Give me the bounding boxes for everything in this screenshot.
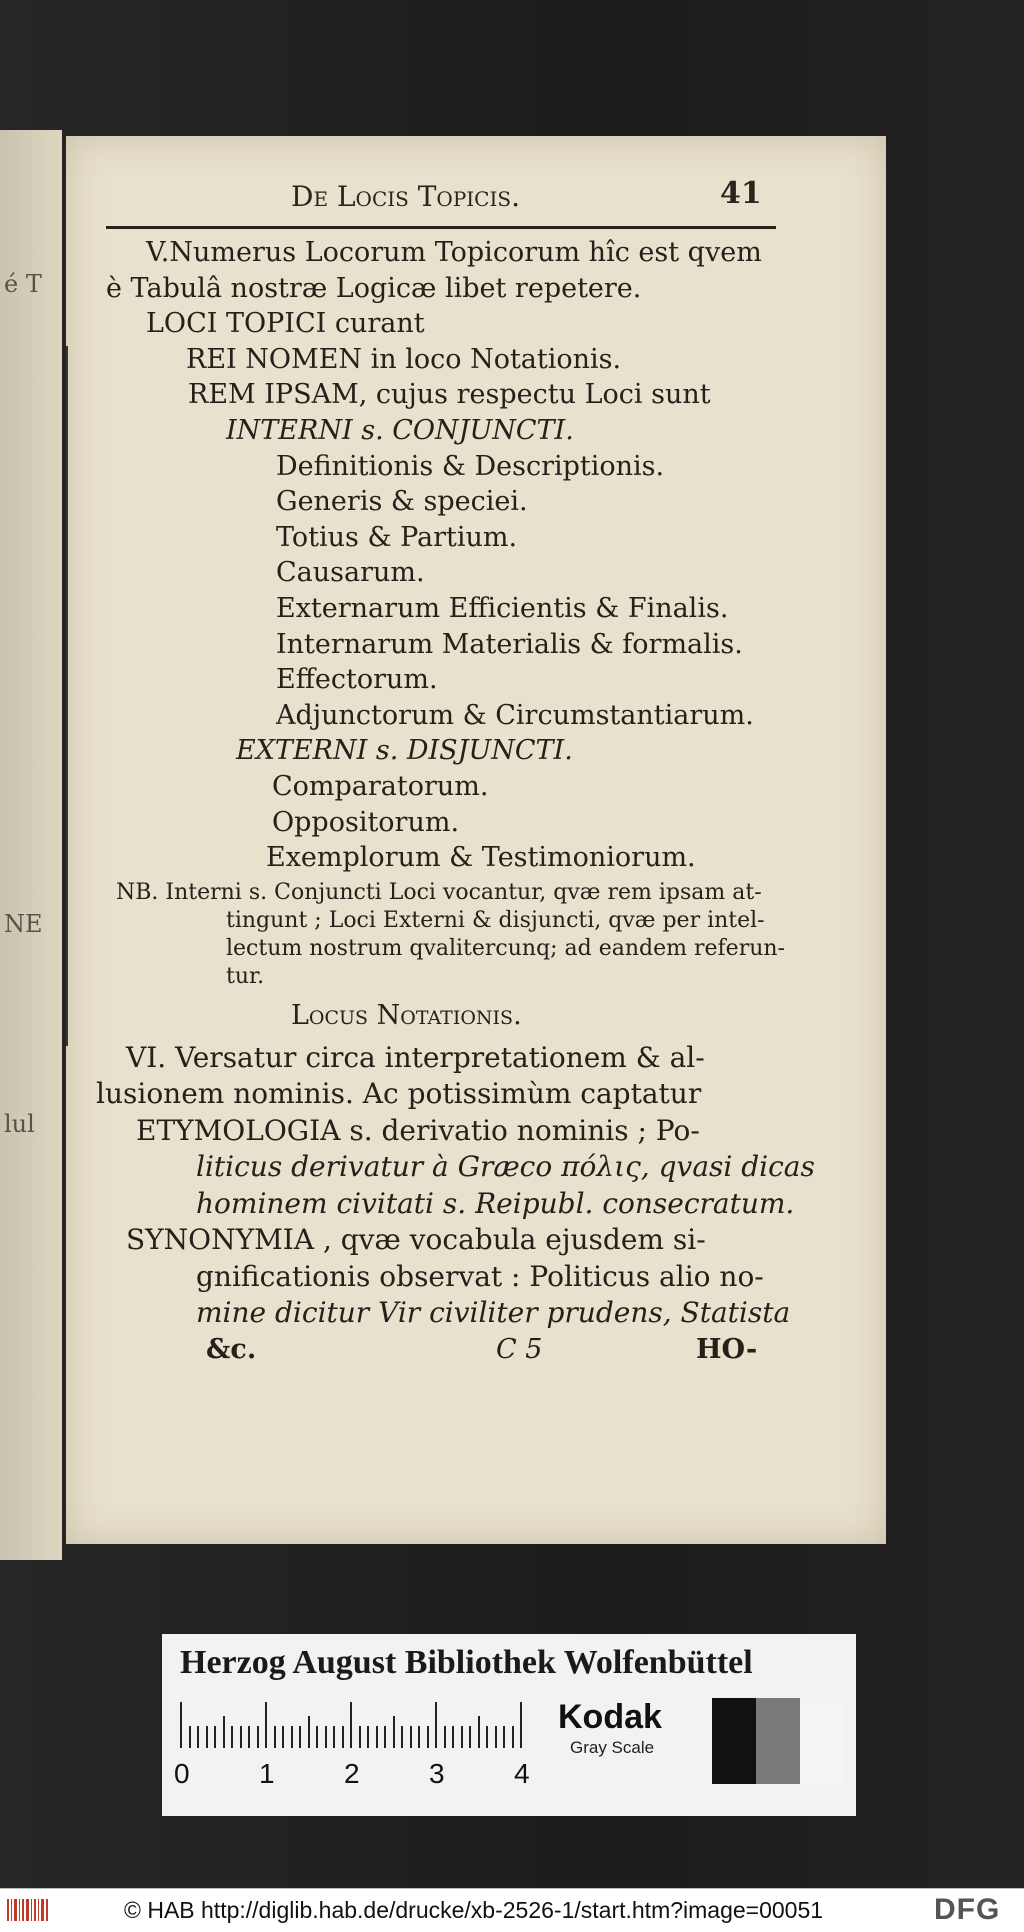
body-line: VI. Versatur circa interpretationem & al- xyxy=(126,1040,705,1074)
footer-bar xyxy=(0,1888,1024,1932)
ruler-tick xyxy=(435,1702,437,1748)
text-line: è Tabulâ nostræ Logicæ libet repetere. xyxy=(106,272,642,304)
ruler-tick xyxy=(265,1702,267,1748)
running-header: De Locis Topicis. xyxy=(291,180,520,213)
text-line: INTERNI s. CONJUNCTI. xyxy=(226,415,574,446)
ruler-tick xyxy=(469,1726,471,1748)
gray-patch xyxy=(756,1698,800,1784)
prev-page-fragment: lul xyxy=(4,1110,35,1138)
ruler-tick xyxy=(197,1726,199,1748)
gray-patch xyxy=(712,1698,756,1784)
ruler-number: 3 xyxy=(429,1758,445,1789)
ruler-tick xyxy=(410,1726,412,1748)
text-line: Adjunctorum & Circumstantiarum. xyxy=(276,699,754,731)
text-line: EXTERNI s. DISJUNCTI. xyxy=(236,735,573,767)
ruler-number: 0 xyxy=(174,1758,190,1789)
body-line: hominem civitati s. Reipubl. consecratum. xyxy=(196,1186,795,1220)
ruler-tick xyxy=(418,1726,420,1748)
dfg-logo: DFG xyxy=(934,1893,1001,1926)
header-rule xyxy=(106,226,776,229)
ruler-tick xyxy=(427,1726,429,1748)
measurement-ruler xyxy=(180,1702,540,1748)
ruler-tick xyxy=(444,1726,446,1748)
ruler-tick xyxy=(520,1702,522,1748)
ruler-tick xyxy=(274,1726,276,1748)
section-heading: Locus Notationis. xyxy=(291,999,522,1031)
ruler-tick xyxy=(452,1726,454,1748)
ruler-tick xyxy=(308,1716,310,1748)
body-line: lusionem nominis. Ac potissimùm captatur xyxy=(96,1077,702,1111)
text-line: Internarum Materialis & formalis. xyxy=(276,628,743,660)
ruler-tick xyxy=(512,1726,514,1748)
page-number: 41 xyxy=(720,176,762,211)
text-line: LOCI TOPICI curant xyxy=(146,308,425,340)
body-line: ETYMOLOGIA s. derivatio nominis ; Po- xyxy=(136,1113,700,1147)
ruler-tick xyxy=(503,1726,505,1748)
ruler-tick xyxy=(342,1726,344,1748)
text-line: Exemplorum & Testimoniorum. xyxy=(266,842,696,874)
text-line: Causarum. xyxy=(276,557,425,589)
ruler-tick xyxy=(367,1726,369,1748)
prev-page-fragment: é T xyxy=(4,270,42,298)
ruler-tick xyxy=(376,1726,378,1748)
body-line: SYNONYMIA , qvæ vocabula ejusdem si- xyxy=(126,1223,706,1257)
body-line: gnificationis observat : Politicus alio no- xyxy=(196,1259,764,1293)
ruler-tick xyxy=(393,1716,395,1748)
ruler-tick xyxy=(299,1726,301,1748)
ruler-tick xyxy=(257,1726,259,1748)
ruler-tick xyxy=(316,1726,318,1748)
ruler-tick xyxy=(180,1702,182,1748)
body-line: liticus derivatur à Græco πόλις, qvasi dicas xyxy=(196,1150,815,1184)
ruler-tick xyxy=(231,1726,233,1748)
ruler-tick xyxy=(384,1726,386,1748)
last-line-etc: &c. xyxy=(206,1333,257,1365)
ruler-tick xyxy=(486,1726,488,1748)
ruler-number: 1 xyxy=(259,1758,275,1789)
ruler-tick xyxy=(282,1726,284,1748)
nota-bene-line: tingunt ; Loci Externi & disjuncti, qvæ per intel- xyxy=(226,907,765,933)
signature-mark: C 5 xyxy=(496,1333,543,1365)
catchword: HO- xyxy=(696,1333,758,1365)
ruler-tick xyxy=(350,1702,352,1748)
ruler-tick xyxy=(325,1726,327,1748)
margin-rule xyxy=(66,346,68,1046)
ruler-number: 4 xyxy=(514,1758,530,1789)
kodak-logo: Kodak xyxy=(558,1698,662,1736)
ruler-tick xyxy=(495,1726,497,1748)
hab-barcode-logo-icon xyxy=(6,1896,50,1924)
ruler-tick xyxy=(223,1716,225,1748)
ruler-tick xyxy=(291,1726,293,1748)
ruler-tick xyxy=(333,1726,335,1748)
text-line: Externarum Efficientis & Finalis. xyxy=(276,593,729,624)
footer-copyright-url[interactable]: © HAB http://diglib.hab.de/drucke/xb-2526-1/start.htm?image=00051 xyxy=(124,1897,824,1923)
institution-name: Herzog August Bibliothek Wolfenbüttel xyxy=(180,1644,753,1681)
ruler-tick xyxy=(359,1726,361,1748)
ruler-tick xyxy=(401,1726,403,1748)
gray-scale-label: Gray Scale xyxy=(570,1738,655,1757)
ruler-tick xyxy=(461,1726,463,1748)
text-line: Definitionis & Descriptionis. xyxy=(276,450,665,482)
ruler-tick xyxy=(240,1726,242,1748)
color-calibration-card xyxy=(162,1634,856,1816)
ruler-tick xyxy=(206,1726,208,1748)
prev-page-fragment: NE xyxy=(4,910,43,938)
ruler-tick xyxy=(478,1716,480,1748)
ruler-tick xyxy=(189,1726,191,1748)
text-line: Totius & Partium. xyxy=(276,521,518,553)
ruler-number: 2 xyxy=(344,1758,360,1789)
text-line: V.Numerus Locorum Topicorum hîc est qvem xyxy=(146,237,762,268)
body-line: mine dicitur Vir civiliter prudens, Statista xyxy=(196,1296,791,1330)
text-line: Oppositorum. xyxy=(272,806,460,838)
text-line: Generis & speciei. xyxy=(276,486,528,518)
gray-patch xyxy=(800,1698,844,1784)
previous-page-edge xyxy=(0,130,62,1560)
book-page xyxy=(66,136,886,1544)
nota-bene-line: lectum nostrum qvalitercunq; ad eandem referun- xyxy=(226,935,785,961)
nota-bene-line: NB. Interni s. Conjuncti Loci vocantur, qvæ rem ipsam at- xyxy=(116,879,762,905)
ruler-tick xyxy=(214,1726,216,1748)
text-line: Effectorum. xyxy=(276,664,438,696)
nota-bene-line: tur. xyxy=(226,963,265,989)
ruler-tick xyxy=(248,1726,250,1748)
text-line: Comparatorum. xyxy=(272,771,489,802)
text-line: REM IPSAM, cujus respectu Loci sunt xyxy=(188,379,711,411)
text-line: REI NOMEN in loco Notationis. xyxy=(186,343,622,375)
